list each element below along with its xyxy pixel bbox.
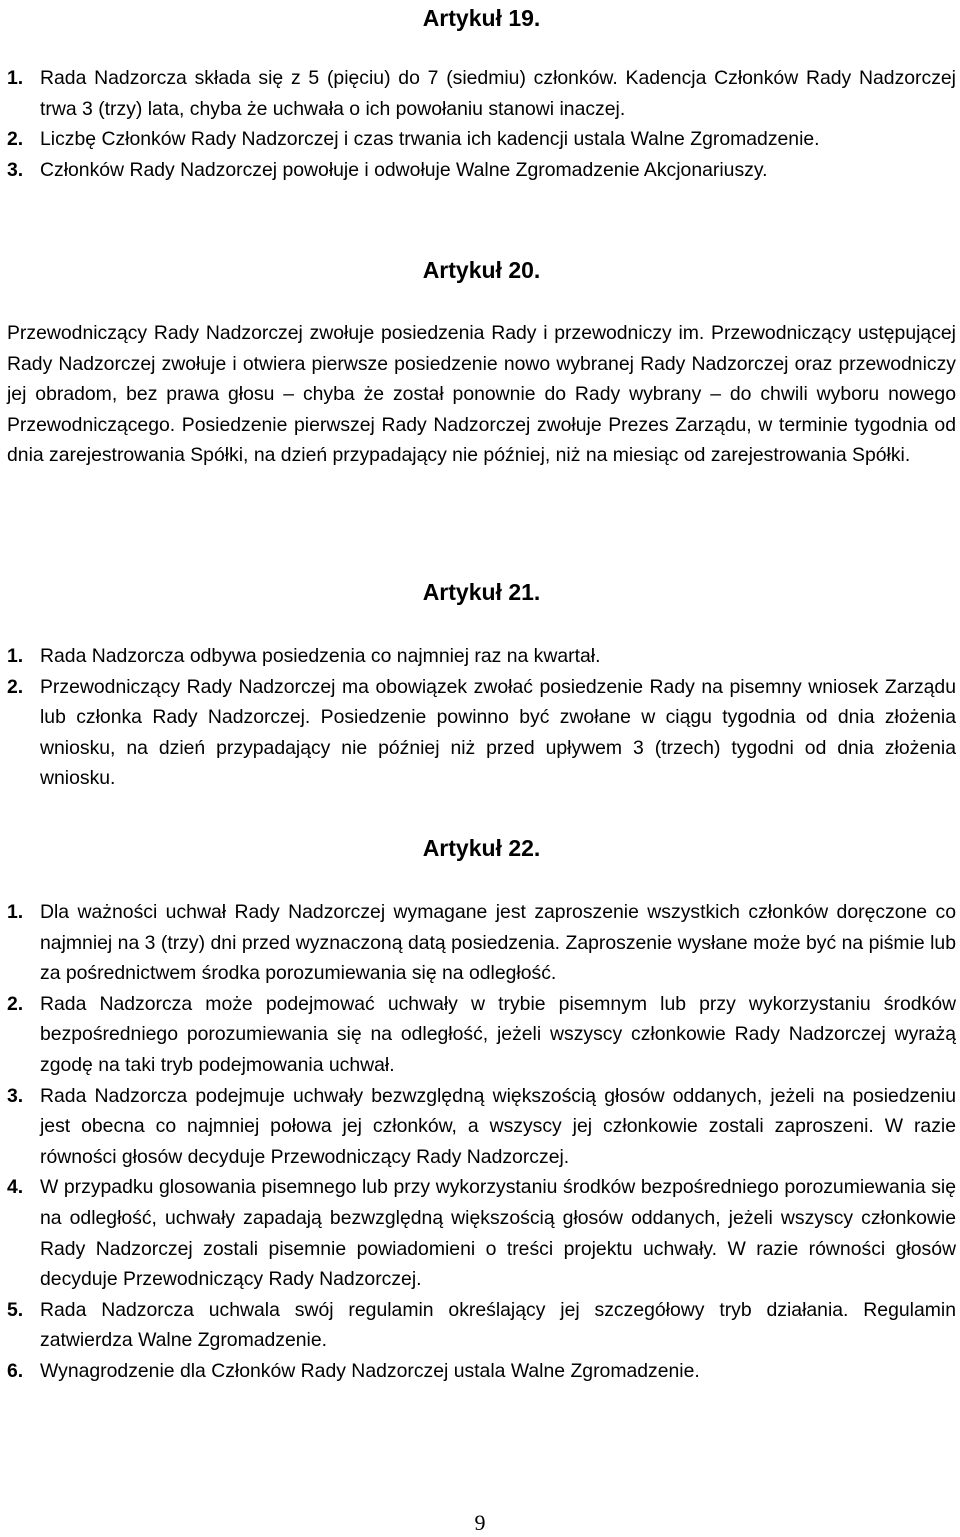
article-22-list — [7, 897, 956, 1387]
item-text: Członków Rady Nadzorczej powołuje i odwołuje Walne Zgromadzenie Akcjonariuszy. — [40, 158, 768, 181]
article-heading: Artykuł 22. — [422, 835, 541, 861]
list-item — [7, 897, 956, 989]
item-number: 4. — [7, 1176, 24, 1199]
item-text: Wynagrodzenie dla Członków Rady Nadzorczej ustala Walne Zgromadzenie. — [40, 1359, 700, 1382]
list-item — [7, 1356, 956, 1387]
article-19 — [7, 0, 956, 36]
item-number: 3. — [7, 158, 24, 181]
list-item — [7, 989, 956, 1081]
item-number: 2. — [7, 675, 24, 698]
list-item — [7, 124, 956, 155]
article-21 — [7, 574, 956, 610]
article-paragraph: Przewodniczący Rady Nadzorczej zwołuje posiedzenia Rady i przewodniczy im. Przewodniczący ustępującej Rady Nadzorczej zwołuje i otwiera pierwsze posiedzenie nowo wybranej Rady Nadzorczej oraz przewodniczy jej obradom, bez prawa głosu – chyba że został ponownie do Rady wybrany – do chwili wyboru nowego Przewodniczącego. Posiedzenie pierwszej Rady Nadzorczej zwołuje Prezes Zarządu, w terminie tygodnia od dnia zarejestrowania Spółki, na dzień przypadający nie później, niż na miesiąc od zarejestrowania Spółki. — [7, 322, 956, 467]
item-number: 2. — [7, 992, 24, 1015]
item-number: 1. — [7, 67, 24, 89]
list-item — [7, 641, 956, 672]
article-21-list — [7, 641, 956, 794]
item-text: Dla ważności uchwał Rady Nadzorczej wymagane jest zaproszenie wszystkich członków doręczone co najmniej na 3 (trzy) dni przed wyznaczoną datą posiedzenia. Zaproszenie wysłane może być na piśmie lub za pośrednictwem środka porozumiewania się na odległość. — [40, 901, 956, 985]
article-heading: Artykuł 20. — [422, 257, 541, 283]
article-19-list — [7, 63, 956, 185]
list-item — [7, 1172, 956, 1294]
list-item — [7, 1081, 956, 1173]
article-20 — [7, 252, 956, 288]
item-number: 6. — [7, 1359, 24, 1382]
item-text: W przypadku glosowania pisemnego lub przy wykorzystaniu środków bezpośredniego porozumiewania się na odległość, uchwały zapadają bezwzględną większością głosów oddanych, jeżeli wszyscy członkowie Rady Nadzorczej zostali pisemnie powiadomieni o treści projektu uchwały. W razie równości głosów decyduje Przewodniczący Rady Nadzorczej. — [40, 1176, 956, 1291]
article-22 — [7, 830, 956, 866]
list-item — [7, 155, 956, 186]
item-text: Przewodniczący Rady Nadzorczej ma obowiązek zwołać posiedzenie Rady na pisemny wniosek Zarządu lub członka Rady Nadzorczej. Posiedzenie powinno być zwołane w ciągu tygodnia od dnia złożenia wniosku, na dzień przypadający nie później niż przed upływem 3 (trzech) tygodni od dnia złożenia wniosku. — [40, 675, 956, 790]
item-text: Rada Nadzorcza może podejmować uchwały w trybie pisemnym lub przy wykorzystaniu środków bezpośredniego porozumiewania się na odległość, jeżeli wszyscy członkowie Rady Nadzorczej wyrażą zgodę na taki tryb podejmowania uchwał. — [40, 992, 956, 1076]
item-text: Rada Nadzorcza składa się z 5 (pięciu) do 7 (siedmiu) członków. Kadencja Członków Rady Nadzorczej trwa 3 (trzy) lata, chyba że uchwała o ich powołaniu stanowi inaczej. — [40, 67, 956, 120]
page-number: 9 — [474, 1510, 486, 1535]
list-item — [7, 1295, 956, 1356]
item-number: 5. — [7, 1298, 24, 1321]
article-heading: Artykuł 21. — [422, 579, 541, 605]
item-text: Liczbę Członków Rady Nadzorczej i czas trwania ich kadencji ustala Walne Zgromadzenie. — [40, 128, 820, 151]
list-item — [7, 672, 956, 794]
item-number: 2. — [7, 128, 24, 151]
list-item — [7, 63, 956, 124]
item-number: 1. — [7, 901, 24, 923]
article-heading: Artykuł 19. — [422, 5, 541, 31]
item-number: 1. — [7, 645, 24, 667]
item-number: 3. — [7, 1084, 24, 1107]
item-text: Rada Nadzorcza podejmuje uchwały bezwzględną większością głosów oddanych, jeżeli na posiedzeniu jest obecna co najmniej połowa jej członków, a wszyscy jej członkowie zostali zaproszeni. W razie równości głosów decyduje Przewodniczący Rady Nadzorczej. — [40, 1084, 956, 1168]
item-text: Rada Nadzorcza uchwala swój regulamin określający jej szczegółowy tryb działania. Regulamin zatwierdza Walne Zgromadzenie. — [40, 1298, 956, 1352]
item-text: Rada Nadzorcza odbywa posiedzenia co najmniej raz na kwartał. — [40, 645, 601, 667]
